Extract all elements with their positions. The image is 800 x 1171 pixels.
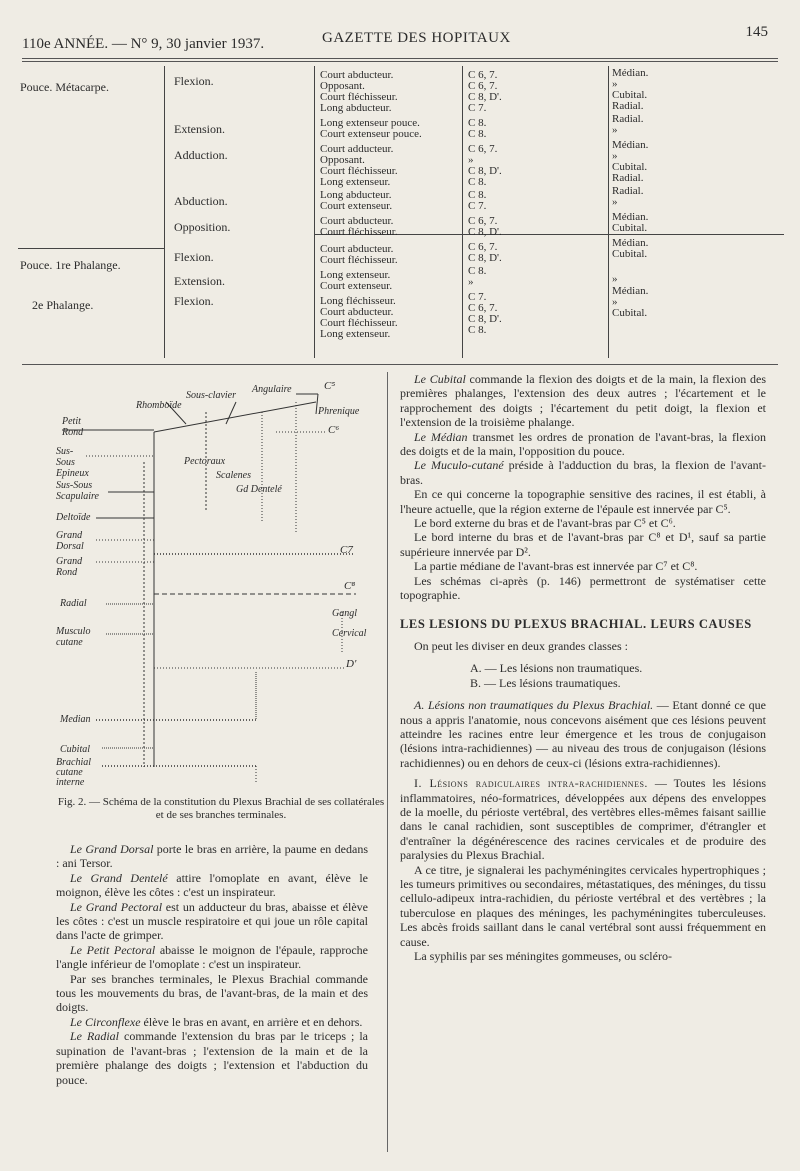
nerve-group	[612, 238, 648, 260]
root: C 7.	[468, 102, 487, 114]
nerve-group	[612, 286, 648, 319]
muscle: Court abducteur.	[320, 243, 394, 255]
nerve: Cubital.	[612, 161, 648, 173]
paragraph: On peut les diviser en deux grandes classes :	[414, 638, 628, 653]
section-heading: LES LESIONS DU PLEXUS BRACHIAL. LEURS CAUSES	[400, 616, 752, 631]
muscle: Opposant.	[320, 154, 365, 166]
page-header	[22, 24, 778, 56]
nerve: Radial.	[612, 113, 644, 125]
label-scalenes: Scalenes	[216, 470, 251, 481]
movement-label: Extension.	[174, 122, 225, 136]
nerve: Cubital.	[612, 248, 648, 260]
paragraph: Le Grand Pectoral est un adducteur du bras, abaisse et élève les côtes : c'est un muscle respiratoire et qui joue un rôle capital dans l'acte de grimper.	[56, 899, 368, 943]
root-group	[468, 242, 502, 264]
label-c7: C7	[340, 544, 353, 556]
root: C 8.	[468, 176, 487, 188]
root-group	[468, 190, 486, 212]
root-group	[468, 216, 502, 238]
paragraph: A ce titre, je signalerai les pachyméningites cervicales hypertrophiques ; les tumeurs primitives ou secondaires, métastatiques, des méninges, du tissu cellulo-adipeux intra-rachidien, du périoste vertébral et des vertèbres ; la tuberculose en plaques des méninges, les pachyméningites tuberculeuses. Les abcès froids saillant dans le canal vertébral sont aussi fréquemment en cause.	[400, 862, 766, 949]
muscle-group	[320, 216, 398, 238]
nerve-group	[612, 186, 643, 208]
table-divider	[314, 66, 315, 358]
label-c6: C⁶	[328, 424, 340, 436]
nerve-group	[612, 68, 648, 112]
nerve-group	[612, 274, 618, 285]
muscle-group	[320, 144, 398, 188]
movement-label: Adduction.	[174, 148, 228, 162]
root: C 8.	[468, 189, 487, 201]
page-number: 145	[745, 24, 768, 40]
nerve: Médian.	[612, 211, 649, 223]
paragraph: La partie médiane de l'avant-bras est innervée par C⁷ et C⁸.	[414, 559, 698, 574]
root-group	[468, 266, 486, 288]
label-sous-clavier: Sous-clavier	[186, 390, 236, 401]
paragraph: Les schémas ci-après (p. 146) permettront de systématiser cette topographie.	[400, 573, 766, 603]
nerve: Médian.	[612, 139, 649, 151]
paragraph: Le Cubital commande la flexion des doigts et de la main, la flexion des premières phalanges, l'extension des deux autres ; l'écartement et le rapprochement des doigts ; l'écartement du petit doigt, la flexion et l'extension de la troisième phalange.	[400, 372, 766, 430]
issue-line: 110e ANNÉE. — N° 9, 30 janvier 1937.	[22, 36, 265, 52]
paragraph: Le Grand Dentelé attire l'omoplate en avant, élève le moignon, élève les côtes : c'est un inspirateur.	[56, 870, 368, 900]
region-label: Pouce. 1re Phalange.	[20, 258, 121, 272]
table-divider	[608, 66, 609, 358]
table-divider	[462, 66, 463, 358]
nerve: Cubital.	[612, 307, 648, 319]
paragraph: Le Médian transmet les ordres de pronation de l'avant-bras, la flexion des doigts et de la main, l'opposition du pouce.	[400, 429, 767, 459]
right-column	[400, 372, 766, 963]
muscle: Court fléchisseur.	[320, 226, 398, 238]
muscle: Court abducteur.	[320, 306, 394, 318]
nerve: »	[612, 296, 618, 308]
muscle: Court adducteur.	[320, 143, 394, 155]
label-radial: Radial	[60, 598, 87, 609]
table-row-divider	[18, 248, 164, 249]
paragraph: Le Muculo-cutané préside à l'adduction du bras, la flexion de l'avant-bras.	[400, 458, 766, 487]
nerve: »	[612, 196, 618, 208]
label-sus-sous-epineux: Sus-Sous Epineux	[56, 446, 89, 479]
muscle: Opposant.	[320, 80, 365, 92]
paragraph: Le Radial commande l'extension du bras par le triceps ; la supination de l'avant-bras ; l'extension de la main et de la première phalange des doigts ; l'extension et l'abduction du pouce.	[56, 1029, 369, 1087]
label-petit-rond: Petit Rond	[62, 416, 84, 438]
table-divider	[164, 66, 165, 358]
header-rule	[22, 58, 778, 59]
label-pectoraux: Pectoraux	[184, 456, 226, 467]
nerve: Radial.	[612, 100, 644, 112]
class-item: B. — Les lésions traumatiques.	[470, 675, 621, 690]
root: C 8.	[468, 265, 487, 277]
nerve: Médian.	[612, 237, 649, 249]
paragraph: Le bord externe du bras et de l'avant-bras par C⁵ et C⁶.	[414, 516, 676, 531]
label-gd-dentele: Gd Dentelé	[236, 484, 282, 495]
movement-label: Flexion.	[174, 74, 214, 88]
root: C 8, D'.	[468, 252, 502, 264]
label-deltoide: Deltoïde	[56, 512, 91, 523]
label-cervical: Cervical	[332, 628, 367, 639]
figure-caption: Fig. 2. — Schéma de la constitution du Plexus Brachial de ses collatérales et de ses branches terminales.	[57, 796, 385, 821]
nerve: Cubital.	[612, 222, 648, 234]
muscle: Court fléchisseur.	[320, 254, 398, 266]
left-column	[56, 842, 368, 1087]
paragraph: En ce qui concerne la topographie sensitive des racines, il est établi, à l'heure actuelle, que la région externe de l'épaule est innervée par C⁵.	[400, 487, 766, 516]
muscle: Court abducteur.	[320, 69, 394, 81]
label-musculo-cutane: Musculo cutane	[56, 626, 91, 648]
root: C 8, D'.	[468, 226, 502, 238]
root: C 8.	[468, 128, 487, 140]
nerve: Radial.	[612, 185, 644, 197]
nerve-group	[612, 114, 643, 136]
muscle: Long extenseur.	[320, 328, 391, 340]
label-d1: D'	[346, 658, 357, 670]
root: C 7.	[468, 200, 487, 212]
muscle: Court fléchisseur.	[320, 165, 398, 177]
root: C 8, D'.	[468, 313, 502, 325]
paragraph: Le Circonflexe élève le bras en avant, en arrière et en dehors.	[70, 1014, 363, 1029]
movement-label: Flexion.	[174, 294, 214, 308]
label-brachial-cutane-interne: Brachial cutane interne	[56, 757, 91, 788]
journal-title: GAZETTE DES HOPITAUX	[322, 30, 511, 46]
nerve: Médian.	[612, 67, 649, 79]
label-grand-dorsal: Grand Dorsal	[56, 530, 84, 552]
nerve-group	[612, 212, 648, 234]
muscle: Court fléchisseur.	[320, 91, 398, 103]
root: C 6, 7.	[468, 143, 498, 155]
label-cubital: Cubital	[60, 744, 91, 755]
muscle: Court abducteur.	[320, 215, 394, 227]
root: C 6, 7.	[468, 80, 498, 92]
root: C 6, 7.	[468, 69, 498, 81]
column-divider	[387, 372, 388, 1152]
label-c8: C⁸	[344, 580, 356, 592]
root-group	[468, 292, 502, 336]
region-label: 2e Phalange.	[32, 298, 94, 312]
root: C 6, 7.	[468, 241, 498, 253]
root: C 6, 7.	[468, 302, 498, 314]
header-rule-2	[22, 61, 778, 62]
region-label: Pouce. Métacarpe.	[20, 80, 109, 94]
nerve: Cubital.	[612, 89, 648, 101]
class-item: A. — Les lésions non traumatiques.	[470, 661, 643, 676]
muscle-group	[320, 190, 392, 212]
muscle: Long extenseur.	[320, 176, 391, 188]
root-group	[468, 144, 502, 188]
movement-label: Flexion.	[174, 250, 214, 264]
nerve: Médian.	[612, 285, 649, 297]
root: C 7.	[468, 291, 487, 303]
label-median: Median	[60, 714, 91, 725]
muscle: Long extenseur pouce.	[320, 117, 420, 129]
root: C 6, 7.	[468, 215, 498, 227]
section-rule	[22, 364, 778, 365]
movement-label: Abduction.	[174, 194, 228, 208]
muscle: Long extenseur.	[320, 269, 391, 281]
muscle: Court extenseur pouce.	[320, 128, 422, 140]
label-rhomboide: Rhomboïde	[136, 400, 182, 411]
root-group	[468, 118, 486, 140]
label-phrenique: Phrenique	[318, 406, 360, 417]
nerve: »	[612, 273, 618, 285]
root: C 8, D'.	[468, 165, 502, 177]
nerve: »	[612, 78, 618, 90]
root: C 8.	[468, 117, 487, 129]
muscle: Court extenseur.	[320, 280, 393, 292]
paragraph: A. Lésions non traumatiques du Plexus Brachial. — Etant donné ce que nous a appris l'anatomie, nous concevons aisément que ces lésions peuvent atteindre les racines entre leur émergence et les trous de conjugaison (lésions intra-rachidiennes) — au niveau des trous de conjugaison (lésions rachidiennes) ou en dehors de ceux-ci (lésions extra-rachidiennes).	[400, 698, 766, 770]
paragraph: I. Lésions radiculaires intra-rachidiennes. — Toutes les lésions inflammatoires, néo-formatrices, développées aux dépens des enveloppes de la moelle, du périoste vertébral, des vertèbres elles-mêmes faisant saillie dans le canal rachidien, sont susceptibles de comprimer, d'étrangler et d'entraîner la dégénérescence des racines cervicales et de produire des paralysies du Plexus Brachial.	[400, 776, 766, 863]
root-group	[468, 70, 502, 114]
muscle-group	[320, 70, 398, 114]
label-angulaire: Angulaire	[252, 384, 292, 395]
muscle-group	[320, 270, 392, 292]
root: C 8.	[468, 324, 487, 336]
muscle: Court fléchisseur.	[320, 317, 398, 329]
muscle-table	[18, 66, 784, 358]
plexus-diagram	[56, 372, 386, 792]
paragraph: Le bord interne du bras et de l'avant-bras par C⁸ et D¹, sauf sa partie supérieure innervée par D².	[400, 530, 766, 559]
muscle-group	[320, 244, 398, 266]
label-c5: C⁵	[324, 380, 336, 392]
muscle: Long abducteur.	[320, 189, 392, 201]
label-gangl: Gangl	[332, 608, 357, 619]
label-grand-rond: Grand Rond	[56, 556, 83, 578]
muscle: Court extenseur.	[320, 200, 393, 212]
nerve: »	[612, 124, 618, 136]
muscle-group	[320, 118, 422, 140]
nerve: Radial.	[612, 172, 644, 184]
root: »	[468, 154, 474, 166]
paragraph: Le Grand Dorsal porte le bras en arrière, la paume en dedans : ani Tersor.	[56, 842, 368, 871]
nerve-group	[612, 140, 648, 184]
paragraph: Le Petit Pectoral abaisse le moignon de l'épaule, rapproche l'angle inférieur de l'omoplate : c'est un inspirateur.	[56, 942, 368, 972]
muscle: Long fléchisseur.	[320, 295, 396, 307]
label-sus-sous-scapulaire: Sus-Sous Scapulaire	[56, 480, 99, 502]
root: »	[468, 276, 474, 288]
root: C 8, D'.	[468, 91, 502, 103]
paragraph: Par ses branches terminales, le Plexus Brachial commande tous les mouvements du bras, de l'avant-bras, de la main et des doigts.	[56, 971, 368, 1015]
movement-label: Opposition.	[174, 220, 231, 234]
movement-label: Extension.	[174, 274, 225, 288]
paragraph: La syphilis par ses méningites gommeuses, ou scléro-	[414, 949, 672, 964]
muscle: Long abducteur.	[320, 102, 392, 114]
muscle-group	[320, 296, 398, 340]
nerve: »	[612, 150, 618, 162]
